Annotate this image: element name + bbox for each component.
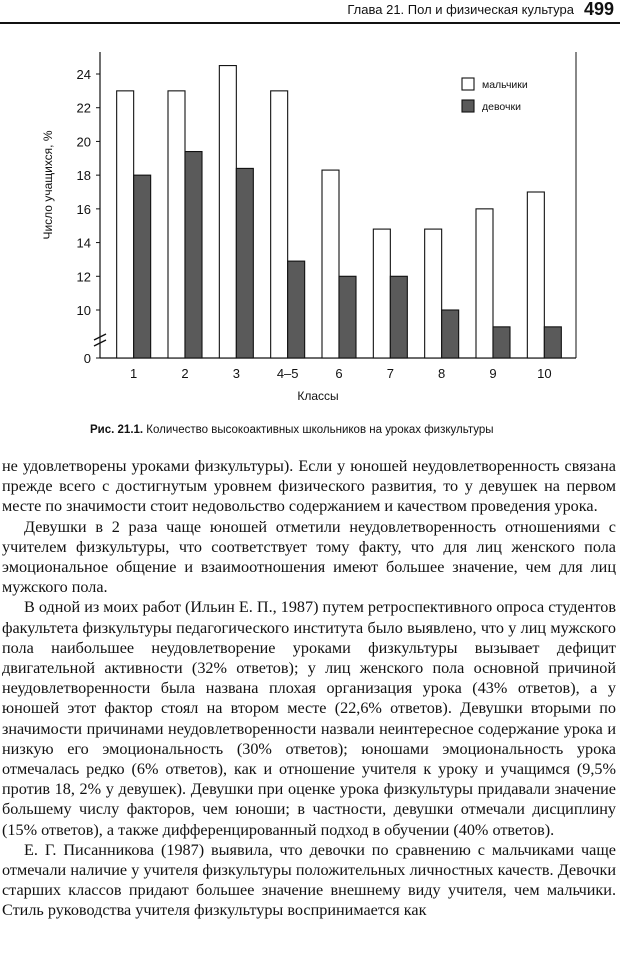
legend-label: девочки	[482, 101, 521, 113]
bar-girls	[236, 168, 253, 358]
bar-girls	[442, 310, 459, 358]
bar-boys	[425, 229, 442, 358]
bar-boys	[322, 170, 339, 358]
x-tick-label: 10	[537, 366, 552, 381]
y-tick-label: 16	[76, 201, 91, 217]
x-tick-label: 2	[181, 366, 189, 381]
y-tick-label: 10	[76, 303, 91, 318]
bar-boys	[527, 192, 544, 358]
x-tick-label: 6	[335, 366, 343, 381]
x-tick-label: 4–5	[276, 366, 299, 381]
bar-girls	[339, 276, 356, 358]
bar-boys	[117, 91, 134, 358]
paragraph: В одной из моих работ (Ильин Е. П., 1987) путем ретроспективного опроса студентов факультета физкультуры педагогического института было выявлено, что у лиц мужского пола наибольшее неудовлетворение уроками физкультуры вызывает дефицит двигательной активности (32% ответов); у лиц женского пола основной причиной неудовлетворенности была названа плохая организация урока (43% ответов), а у юношей этот фактор стоял на втором месте (22,6% ответов). Девушки вторыми по значимости причинами неудовлетворенности назвали неинтересное содержание урока и низкую его эмоциональность (30% ответов); юношами эмоциональность урока отмечалась редко (6% ответов), как и отношение учителя к уроку и учащимся (9,5% против 18, 2% у девушек). Девушки при оценке урока физкультуры придавали значение большему числу факторов, чем юноши; в частности, девушки отмечали дисциплину (15% ответов), а также дифференцированный подход в обучении (40% ответов).	[2, 598, 616, 839]
bar-girls	[288, 261, 305, 358]
y-tick-label: 18	[76, 168, 91, 184]
bar-girls	[493, 327, 510, 358]
bar-boys	[271, 91, 288, 358]
page-number: 499	[583, 0, 614, 19]
bar-boys	[373, 229, 390, 358]
bar-boys	[219, 66, 236, 358]
bar-chart	[30, 48, 590, 413]
figure-caption-text: Количество высокоактивных школьников на уроках физкультуры	[143, 424, 494, 436]
x-axis-label: Классы	[297, 389, 339, 403]
paragraph: Е. Г. Писанникова (1987) выявила, что девочки по сравнению с мальчиками чаще отмечали наличие у учителя физкультуры положительных личностных качеств. Девочки старших классов придают большее значение внешнему виду учителя, чем мальчики. Стиль руководства учителя физкультуры воспринимается как	[2, 840, 616, 920]
figure-label: Рис. 21.1.	[90, 424, 144, 436]
body-text	[2, 456, 616, 921]
x-tick-label: 1	[130, 366, 138, 381]
legend-label: мальчики	[482, 79, 528, 91]
bar-girls	[185, 152, 202, 358]
y-tick-label: 20	[76, 134, 91, 150]
x-tick-label: 7	[386, 366, 394, 381]
legend-swatch	[462, 78, 474, 90]
y-tick-label: 24	[76, 67, 91, 82]
bar-boys	[168, 91, 185, 358]
paragraph: Девушки в 2 раза чаще юношей отметили неудовлетворенность отношениями с учителем физкультуры, что соответствует тому факту, что для лиц женского пола эмоциональное общение и взаимоотношения имеют большее значение, чем для лиц мужского пола.	[2, 517, 616, 597]
bar-girls	[544, 327, 561, 358]
y-tick-label: 22	[76, 100, 91, 116]
x-tick-label: 8	[438, 366, 446, 381]
bar-boys	[476, 209, 493, 358]
y-axis-label: Число учащихся, %	[41, 130, 55, 240]
y-tick-label: 0	[83, 351, 91, 366]
figure-caption	[90, 424, 590, 436]
y-tick-label: 14	[76, 235, 91, 251]
y-tick-label: 12	[76, 269, 91, 285]
chapter-title: Глава 21. Пол и физическая культура	[347, 2, 574, 17]
running-header	[0, 0, 620, 24]
legend-swatch	[462, 100, 474, 112]
bar-girls	[390, 276, 407, 358]
x-tick-label: 3	[232, 366, 240, 381]
bar-girls	[134, 175, 151, 358]
paragraph: не удовлетворены уроками физкультуры). Если у юношей неудовлетворенность связана прежде всего с достигнутым уровнем физического развития, то у девушек на первом месте по значимости стоит недовольство содержанием и качеством проведения урока.	[2, 457, 616, 516]
x-tick-label: 9	[489, 366, 497, 381]
